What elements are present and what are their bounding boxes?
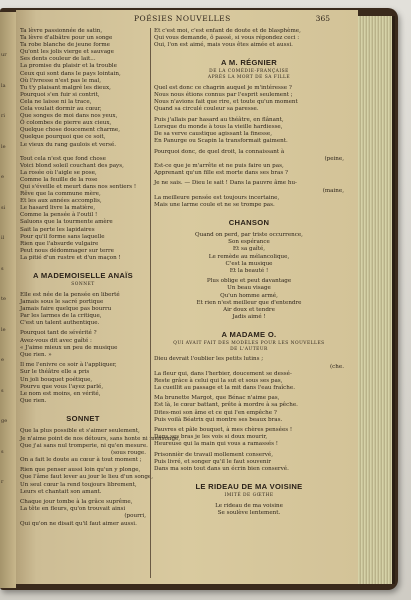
text-line: Est là, le cœur battant, prête à mordre à sa pêche.	[154, 402, 298, 409]
text-line: Jamais sous le sacré portique	[20, 298, 104, 305]
text-line: Tu t'y plaisant malgré les dieux,	[20, 84, 111, 91]
text-line: Un beau visage	[227, 285, 271, 292]
text-line: La promise du plaisir et la trouble	[20, 63, 117, 70]
text-line: Sait la perte les lapidaires	[20, 226, 95, 233]
text-line: Comme la feuille de la rose	[20, 176, 98, 183]
text-line: On a fait le doute au cœur à tout moment ;	[20, 456, 142, 463]
text-line: Le remède au mélancolique,	[208, 253, 290, 260]
text-line: De sa verve caustique agissant la finesse,	[154, 130, 272, 137]
poem-body-anais	[20, 292, 146, 405]
poem-subtitle-rideau: IMITÉ DE GŒTHE	[224, 493, 274, 499]
poem-subtitle-madame-o-1: QUI AVAIT FAIT DES MODÈLES POUR LES NOUVELLES	[173, 340, 325, 346]
text-line: (sous rouge.	[111, 449, 146, 456]
text-line: Où l'ivresse n'est pas le mal,	[20, 77, 102, 84]
left-strip-fragment: s	[1, 265, 4, 272]
text-line: Lorsque du monde à tous la vieille hardiesse,	[154, 123, 283, 130]
text-line: Rêve que la commune mère,	[20, 191, 101, 198]
text-line: Pauvres et pâle bouquet, à mes chères pensées !	[154, 427, 293, 434]
text-line: Ses dents couleur de lait...	[20, 56, 96, 63]
text-line: Avez-vous dit avec gaîté :	[20, 337, 92, 344]
left-strip-fragment: e	[1, 174, 4, 180]
text-line: Ta lèvre passionnée de satin,	[20, 28, 103, 34]
poem-title-sonnet: SONNET	[66, 413, 100, 423]
left-strip-fragment: ri	[1, 113, 5, 119]
column-divider	[150, 28, 151, 578]
text-line: Et rien n'est meilleur que d'entendre	[196, 299, 302, 306]
text-line: Nous nous étions connus par l'esprit seulement ;	[154, 91, 293, 98]
poem-body-regnier	[154, 85, 344, 209]
text-line: Puis voilà Béatrix qui montre ses beaux bras.	[154, 416, 283, 423]
text-line: Tout cela n'est que fond chose	[20, 155, 106, 162]
text-line: Ô colombes de pierre aux cieux,	[20, 120, 112, 127]
poem-title-chanson: CHANSON	[228, 217, 270, 227]
text-line: Et les aux années accomplis,	[20, 198, 102, 205]
text-line: (peine,	[324, 155, 344, 162]
text-line: Ta lèvre d'albâtre pour un songe	[20, 35, 113, 42]
poem-title-rideau: LE RIDEAU DE MA VOISINE	[195, 482, 303, 492]
poem-title-madame-o: A MADAME O.	[221, 329, 277, 339]
text-line: C'est la musique	[225, 260, 273, 267]
left-part2-stanza	[20, 156, 146, 262]
text-line: Jamais faire quelque pas bourru	[20, 305, 112, 312]
text-line: Quand on perd, par triste occurrence,	[195, 232, 303, 239]
text-line: Qu'un homme armé,	[220, 292, 278, 299]
poem-body-madame-o	[154, 356, 344, 473]
text-line: Saluons que la tourmente amère	[20, 219, 113, 226]
text-line: Se soulève lentement.	[217, 509, 281, 516]
text-line: Leurs et chantait son amant.	[20, 488, 102, 495]
text-line: Que rien.	[20, 397, 47, 404]
text-line: Cela ne laisse ni la trace,	[20, 98, 92, 105]
left-strip-fragment: la	[1, 82, 6, 89]
poem-title-regnier: A M. RÉGNIER	[220, 58, 278, 68]
text-line: Rien que penser aussi loin qu'un y plonge,	[20, 467, 141, 474]
text-line: Ma brunette Margot, que Bénac n'aime pas,	[154, 395, 280, 402]
text-line: C'est un talent authentique.	[20, 319, 100, 326]
text-line: Dites-moi son âme et ce qui l'en empêche ?	[154, 409, 277, 416]
text-line: Dieu devrait l'oublier les petits lutins ;	[154, 356, 264, 363]
text-line: La rosée où l'aigle se pose,	[20, 169, 97, 176]
left-strip-fragment: le	[1, 326, 6, 333]
running-head	[16, 14, 358, 26]
text-line: Le hasard livre la matière,	[20, 205, 96, 212]
text-line: Son espérance	[228, 239, 270, 246]
left-strip-fragment: si	[1, 204, 6, 211]
text-line: Pourquoi tant de sévérité ?	[20, 330, 97, 337]
text-line: Que songes de moi dans nos yeux,	[20, 113, 118, 120]
text-line: (pourri,	[124, 513, 146, 520]
text-line: Comme la pensée à l'outil !	[20, 212, 98, 219]
text-line: Quand sa circulé couleur sa paresse.	[154, 106, 259, 113]
text-line: Je ne sais. — Dieu le sait ! Dans la pauvre âme hu-	[154, 180, 297, 187]
text-line: Pourquoi donc, de quel droit, la connaissant à	[154, 148, 285, 155]
left-column	[20, 28, 181, 528]
text-line: Un seul cœur la rend toujours librement,	[20, 481, 137, 488]
text-line: La pitié d'un rustre et d'un maçon !	[20, 254, 121, 261]
left-strip-fragment: s	[1, 448, 4, 455]
page-edges	[356, 16, 395, 584]
poem-subtitle-regnier-1: DE LA COMÉDIE-FRANÇAISE	[209, 69, 289, 75]
text-line: Le vieux du rang gaulois et versé.	[20, 141, 117, 148]
left-strip-fragment: te	[1, 296, 6, 302]
text-line: Nous n'avions fait que rire, et toute qu'un moment	[154, 98, 298, 105]
text-line: Ceux qui sont dans le pays lointain,	[20, 70, 121, 77]
text-line: Pour qu'il forme sans laquelle	[20, 233, 105, 240]
left-strip-fragment: e	[1, 357, 4, 363]
poem-title-anais: A MADEMOISELLE ANAÏS	[33, 271, 133, 280]
text-line: Je n'aime point de nos détours, sans honte ni mensonge,	[20, 435, 181, 442]
text-line: Que l'âme faut lever au jour le lieu d'un songe,	[20, 474, 154, 481]
left-page-text	[0, 52, 16, 486]
text-line: Que rien. »	[20, 351, 52, 358]
poem-body-chanson	[154, 232, 344, 321]
text-line: La fleur qui, dans l'herbier, doucement se dessé-	[154, 370, 292, 377]
text-line: « J'aime mieux un peu de musique	[20, 344, 118, 351]
left-strip-fragment: ur	[1, 52, 7, 58]
text-line: Ta robe blanche de jeune forme	[20, 42, 110, 49]
left-strip-fragment: ge	[1, 418, 8, 424]
text-line: Qui vous demande, ô passé, si vous répondez ceci :	[154, 35, 300, 42]
text-line: Que j'ai sans nul tromperie, ni qu'en mesure.	[20, 442, 148, 449]
text-line: Qu'ont les jolis vierge et sauvage	[20, 49, 114, 56]
text-line: Elle est née de la pensée en liberté	[20, 291, 120, 298]
poem-body-sonnet	[20, 428, 181, 527]
text-line: Qui s'éveille et meurt dans nos sentiers !	[20, 183, 137, 190]
text-line: Cela voulait dormir au cœur,	[20, 106, 102, 113]
text-line: La meilleure pensée est toujours incertaine,	[154, 194, 280, 201]
text-line: Que la plus possible et s'aimer seulement,	[20, 428, 140, 435]
text-line: Pourvu que vous l'ayez parlé,	[20, 383, 104, 390]
text-line: Jadis aimé !	[232, 313, 266, 320]
page-number: 365	[315, 14, 330, 23]
text-line: Puis j'allais par hasard au théâtre, en flânant,	[154, 116, 284, 123]
left-strip-fragment: s	[1, 387, 4, 394]
text-line: Quelque pourquoi que ce soit,	[20, 134, 106, 141]
text-line: Prisonnièr de travail mollement conservé,	[154, 452, 274, 459]
text-line: Et la beauté !	[229, 267, 269, 274]
text-line: Le nom est moins, en vérité,	[20, 390, 101, 397]
text-line: Dans ma soin tout dans un écrin bien conservé.	[154, 466, 289, 473]
text-line: Oui, l'on est aimé, mais vous êtes aimée et aussi.	[154, 42, 293, 49]
text-line: Par les larmes de la critique,	[20, 312, 102, 319]
text-line: Air doux et tendre	[223, 306, 275, 313]
right-intro-lines	[154, 28, 344, 49]
text-line: Reste grâce à celui qui la sut et sous ses pas,	[154, 377, 283, 384]
text-line: Quel est donc ce chagrin auquel je m'intéresse ?	[154, 84, 292, 91]
text-line: Et c'est moi, c'est enfant de doute et de blasphème,	[154, 28, 301, 34]
text-line: Le rideau de ma voisine	[215, 502, 283, 509]
text-line: Voici blond soleil couchant des pays,	[20, 162, 124, 169]
text-line: Apprenant qu'un fille est morte dans ses bras ?	[154, 169, 288, 176]
text-line: Mais une larme coule et ne se trompe pas.	[154, 201, 275, 208]
text-line: Puis livré, et songer qu'il le faut souvenir	[154, 459, 271, 466]
running-head-title: POÉSIES NOUVELLES	[134, 14, 231, 23]
text-line: (che.	[329, 363, 344, 370]
text-line: Rien que l'absurde vulgaire	[20, 240, 99, 247]
text-line: Un joli bouquet poétique,	[20, 376, 93, 383]
text-line: (maine,	[322, 187, 344, 194]
poem-subtitle-anais: SONNET	[71, 282, 95, 287]
left-strip-fragment: le	[1, 143, 6, 150]
text-line: Peut nous dédommager sur terre	[20, 247, 114, 254]
text-line: Sur le théâtre elle a pris	[20, 369, 90, 376]
text-line: Pourquoi s'en fuir si contrit,	[20, 91, 100, 98]
left-strip-fragment: il	[1, 235, 5, 241]
text-line: En Panurge ou Scapin la transformait gaiment.	[154, 137, 288, 144]
text-line: Heureuse qui la main qui vous a ramassés !	[154, 441, 279, 448]
left-strip-fragment: r	[1, 479, 4, 485]
text-line: Et sa gaîté,	[232, 246, 266, 253]
right-column	[154, 28, 344, 517]
left-intro-stanza	[20, 28, 146, 149]
poem-subtitle-madame-o-2: DE L'AUTEUR	[230, 346, 268, 352]
text-line: Dans ses bras je les vois si doux mourir,	[154, 434, 268, 441]
text-line: La tête en fleurs, qu'on trouvait ainsi	[20, 506, 126, 513]
text-line: La cueillit au passage et la mit dans l'eau fraîche.	[154, 384, 296, 391]
text-line: Qui qu'on ne disait qu'il faut aimer aussi.	[20, 520, 137, 527]
text-line: Plus oblige et peut davantage	[206, 278, 292, 285]
text-line: Il me l'enivre ce soir à l'appliquer,	[20, 362, 117, 369]
poem-subtitle-regnier-2: APRÈS LA MORT DE SA FILLE	[207, 75, 291, 81]
text-line: Est-ce que je m'arrête et ne puis faire un pas,	[154, 162, 284, 169]
text-line: Chaque jour tombe à la grâce suprême,	[20, 499, 133, 506]
poem-body-rideau	[154, 503, 344, 517]
left-page-edge	[0, 12, 16, 588]
book-page	[16, 10, 358, 584]
text-line: Quelque chose doucement charme,	[20, 127, 120, 134]
